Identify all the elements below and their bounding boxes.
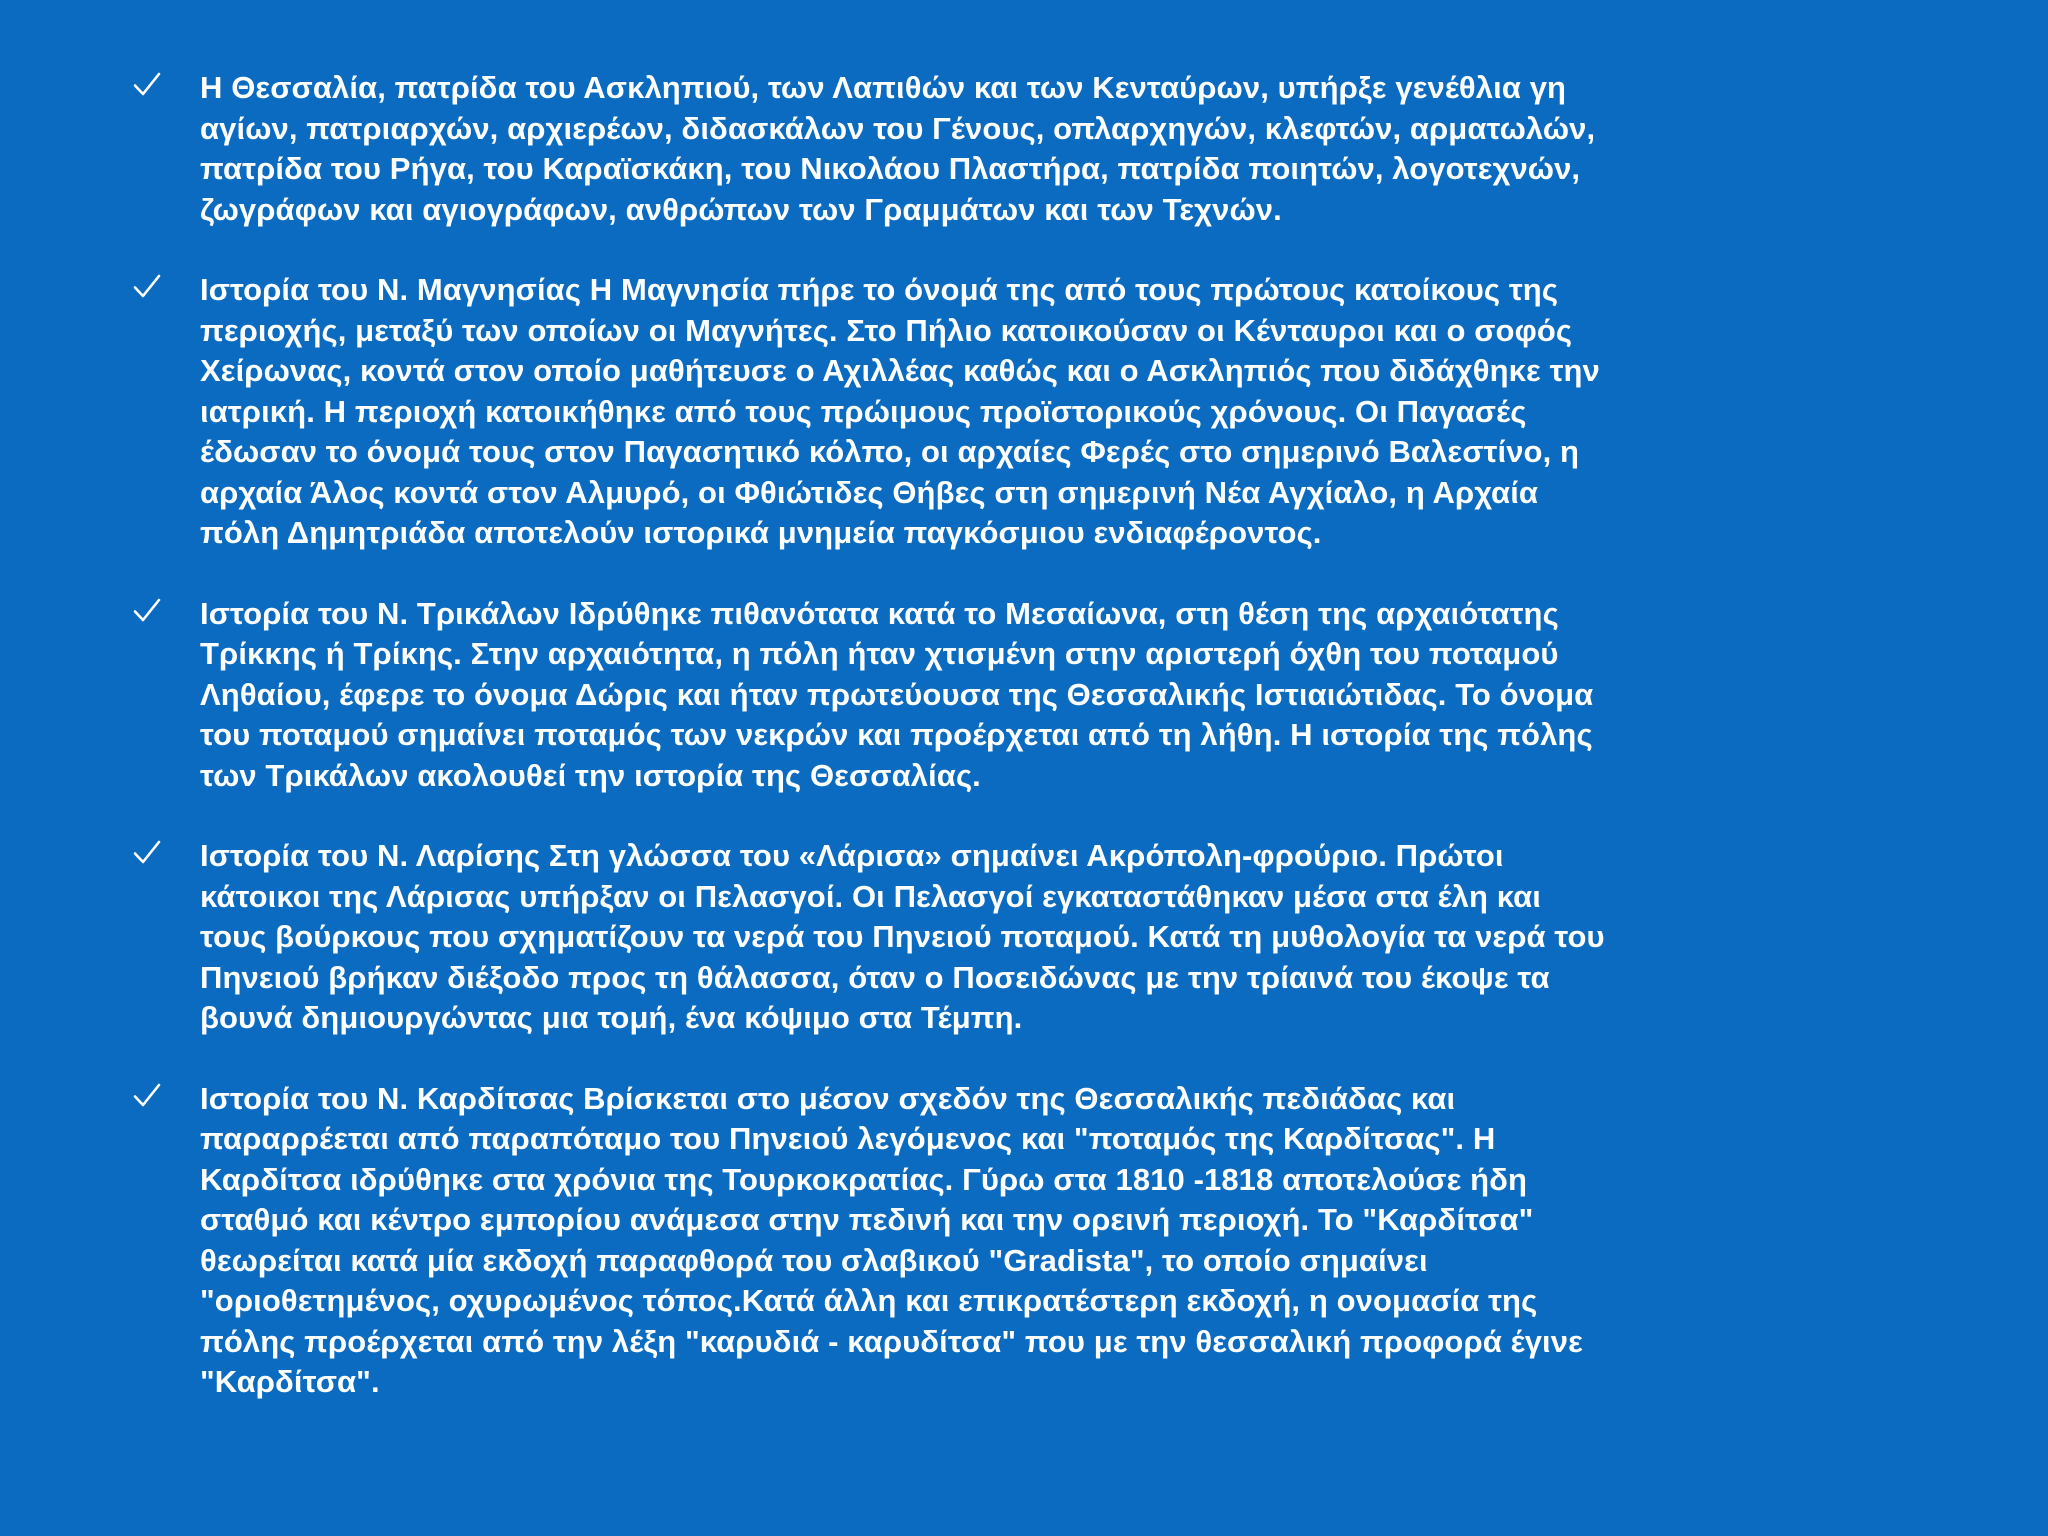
bullet-text: Η Θεσσαλία, πατρίδα του Ασκληπιού, των Λαπιθών και των Κενταύρων, υπήρξε γενέθλια γη αγίων, πατριαρχών, αρχιερέων, διδασκάλων του Γένους, οπλαρχηγών, κλεφτών, αρματωλών, πατρίδα του Ρήγα, του Καραϊσκάκη, του Νικολάου Πλαστήρα, πατρίδα ποιητών, λογοτεχνών, ζωγράφων και αγιογράφων, ανθρώπων των Γραμμάτων και των Τεχνών.	[200, 70, 1596, 227]
bullet-item-larisa	[132, 836, 1958, 1039]
bullet-item-magnesia	[132, 270, 1958, 554]
bullet-text: Ιστορία του Ν. Τρικάλων Ιδρύθηκε πιθανότατα κατά το Μεσαίωνα, στη θέση της αρχαιότατης Τρίκκης ή Τρίκης. Στην αρχαιότητα, η πόλη ήταν χτισμένη στην αριστερή όχθη του ποταμού Ληθαίου, έφερε το όνομα Δώρις και ήταν πρωτεύουσα της Θεσσαλικής Ιστιαιώτιδας. Το όνομα του ποταμού σημαίνει ποταμός των νεκρών και προέρχεται από τη λήθη. Η ιστορία της πόλης των Τρικάλων ακολουθεί την ιστορία της Θεσσαλίας.	[200, 595, 1594, 793]
bullet-item-trikala	[132, 594, 1958, 797]
check-icon	[132, 1081, 162, 1111]
check-icon	[132, 838, 162, 868]
bullet-text: Ιστορία του Ν. Λαρίσης Στη γλώσσα του «Λάρισα» σημαίνει Ακρόπολη-φρούριο. Πρώτοι κάτοικοι της Λάρισας υπήρξαν οι Πελασγοί. Οι Πελασγοί εγκαταστάθηκαν μέσα στα έλη και τους βούρκους που σχηματίζουν τα νερά του Πηνειού ποταμού. Κατά τη μυθολογία τα νερά του Πηνειού βρήκαν διέξοδο προς τη θάλασσα, όταν ο Ποσειδώνας με την τρίαινά του έκοψε τα βουνά δημιουργώντας μια τομή, ένα κόψιμο στα Τέμπη.	[200, 838, 1605, 1035]
bullet-list	[132, 68, 1958, 1403]
bullet-text: Ιστορία του Ν. Μαγνησίας Η Μαγνησία πήρε το όνομά της από τους πρώτους κατοίκους της περιοχής, μεταξύ των οποίων οι Μαγνήτες. Στο Πήλιο κατοικούσαν οι Κένταυροι και ο σοφός Χείρωνας, κοντά στον οποίο μαθήτευσε ο Αχιλλέας καθώς και ο Ασκληπιός που διδάχθηκε την ιατρική. Η περιοχή κατοικήθηκε από τους πρώιμους προϊστορικούς χρόνους. Οι Παγασές έδωσαν το όνομά τους στον Παγασητικό κόλπο, οι αρχαίες Φερές στο σημερινό Βαλεστίνο, η αρχαία Άλος κοντά στον Αλμυρό, οι Φθιώτιδες Θήβες στη σημερινή Νέα Αγχίαλο, η Αρχαία πόλη Δημητριάδα αποτελούν ιστορικά μνημεία παγκόσμιου ενδιαφέροντος.	[200, 272, 1600, 550]
bullet-item-karditsa	[132, 1079, 1958, 1403]
bullet-text: Ιστορία του Ν. Καρδίτσας Βρίσκεται στο μέσον σχεδόν της Θεσσαλικής πεδιάδας και παραρρέεται από παραπόταμο του Πηνειού λεγόμενος και "ποταμός της Καρδίτσας". Η Καρδίτσα ιδρύθηκε στα χρόνια της Τουρκοκρατίας. Γύρω στα 1810 -1818 αποτελούσε ήδη σταθμό και κέντρο εμπορίου ανάμεσα στην πεδινή και την ορεινή περιοχή. Το "Καρδίτσα" θεωρείται κατά μία εκδοχή παραφθορά του σλαβικού "Gradista", το οποίο σημαίνει "οριοθετημένος, οχυρωμένος τόπος.Κατά άλλη και επικρατέστερη εκδοχή, η ονομασία της πόλης προέρχεται από την λέξη "καρυδιά - καρυδίτσα" που με την θεσσαλική προφορά έγινε "Καρδίτσα".	[200, 1080, 1583, 1399]
bullet-item-thessaly	[132, 68, 1958, 230]
check-icon	[132, 596, 162, 626]
check-icon	[132, 70, 162, 100]
check-icon	[132, 272, 162, 302]
